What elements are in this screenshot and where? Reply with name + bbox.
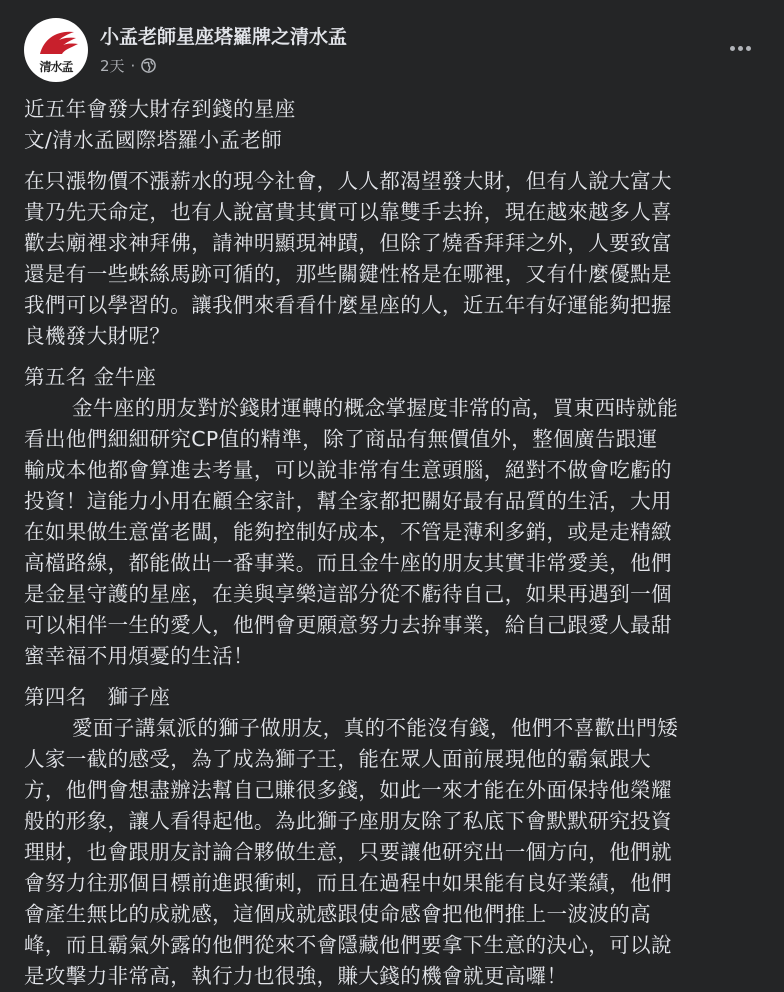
taurus-line: 是金星守護的星座，在美與享樂這部分從不虧待自己，如果再遇到一個 bbox=[24, 582, 672, 606]
leo-line: 般的形象，讓人看得起他。為此獅子座朋友除了私底下會默默研究投資 bbox=[24, 809, 672, 833]
intro-line: 在只漲物價不漲薪水的現今社會，人人都渴望發大財，但有人說大富大 bbox=[24, 169, 672, 193]
post-content bbox=[24, 94, 766, 992]
more-options-dot bbox=[746, 46, 751, 51]
taurus-line: 輸成本他都會算進去考量，可以說非常有生意頭腦，絕對不做會吃虧的 bbox=[24, 458, 672, 482]
post-meta bbox=[100, 55, 156, 76]
post-time-link[interactable]: 2天 bbox=[100, 57, 125, 75]
taurus-line: 可以相伴一生的愛人，他們會更願意努力去拚事業，給自己跟愛人最甜 bbox=[24, 613, 672, 637]
page-name-link[interactable]: 小孟老師星座塔羅牌之清水孟 bbox=[100, 26, 348, 48]
intro-line: 貴乃先天命定，也有人說富貴其實可以靠雙手去拚，現在越來越多人喜 bbox=[24, 200, 672, 224]
globe-icon[interactable] bbox=[141, 58, 156, 73]
meta-separator: · bbox=[130, 56, 136, 75]
taurus-line: 投資！這能力小用在顧全家計，幫全家都把關好最有品質的生活，大用 bbox=[24, 489, 672, 513]
intro-line: 我們可以學習的。讓我們來看看什麼星座的人，近五年有好運能夠把握 bbox=[24, 293, 672, 317]
intro-line: 歡去廟裡求神拜佛，請神明顯現神蹟，但除了燒香拜拜之外，人要致富 bbox=[24, 231, 672, 255]
post-header bbox=[24, 18, 764, 82]
post-title: 近五年會發大財存到錢的星座 bbox=[24, 97, 296, 121]
intro-line: 良機發大財呢？ bbox=[24, 324, 171, 348]
avatar-text: 清水孟 bbox=[39, 60, 73, 74]
leo-line: 方，他們會想盡辦法幫自己賺很多錢，如此一來才能在外面保持他榮耀 bbox=[24, 778, 672, 802]
taurus-line: 蜜幸福不用煩憂的生活！ bbox=[24, 644, 254, 668]
taurus-line: 在如果做生意當老闆，能夠控制好成本，不管是薄利多銷，或是走精緻 bbox=[24, 520, 672, 544]
more-options-dot bbox=[738, 46, 743, 51]
intro-line: 還是有一些蛛絲馬跡可循的，那些關鍵性格是在哪裡，又有什麼優點是 bbox=[24, 262, 672, 286]
post-author: 文/清水孟國際塔羅小孟老師 bbox=[24, 128, 283, 152]
leo-line: 峰，而且霸氣外露的他們從來不會隱藏他們要拿下生意的決心，可以說 bbox=[24, 933, 672, 957]
more-options-button[interactable] bbox=[722, 36, 758, 60]
leo-line: 人家一截的感受，為了成為獅子王，能在眾人面前展現他的霸氣跟大 bbox=[24, 747, 651, 771]
more-options-dot bbox=[730, 46, 735, 51]
taurus-line: 看出他們細細研究CP值的精準，除了商品有無價值外，整個廣告跟運 bbox=[24, 427, 658, 451]
taurus-line: 金牛座的朋友對於錢財運轉的概念掌握度非常的高，買東西時就能 bbox=[72, 396, 679, 420]
leo-line: 會努力往那個目標前進跟衝刺，而且在過程中如果能有良好業績，他們 bbox=[24, 871, 672, 895]
leo-line: 會產生無比的成就感，這個成就感跟使命感會把他們推上一波波的高 bbox=[24, 902, 651, 926]
section-heading-taurus: 第五名 金牛座 bbox=[24, 365, 157, 389]
leo-line: 是攻擊力非常高，執行力也很強，賺大錢的機會就更高囉！ bbox=[24, 964, 568, 988]
leo-line: 理財，也會跟朋友討論合夥做生意，只要讓他研究出一個方向，他們就 bbox=[24, 840, 672, 864]
taurus-line: 高檔路線，都能做出一番事業。而且金牛座的朋友其實非常愛美，他們 bbox=[24, 551, 672, 575]
section-heading-leo: 第四名 獅子座 bbox=[24, 685, 171, 709]
page-avatar[interactable] bbox=[24, 18, 88, 82]
leo-line: 愛面子講氣派的獅子做朋友，真的不能沒有錢，他們不喜歡出門矮 bbox=[72, 716, 679, 740]
